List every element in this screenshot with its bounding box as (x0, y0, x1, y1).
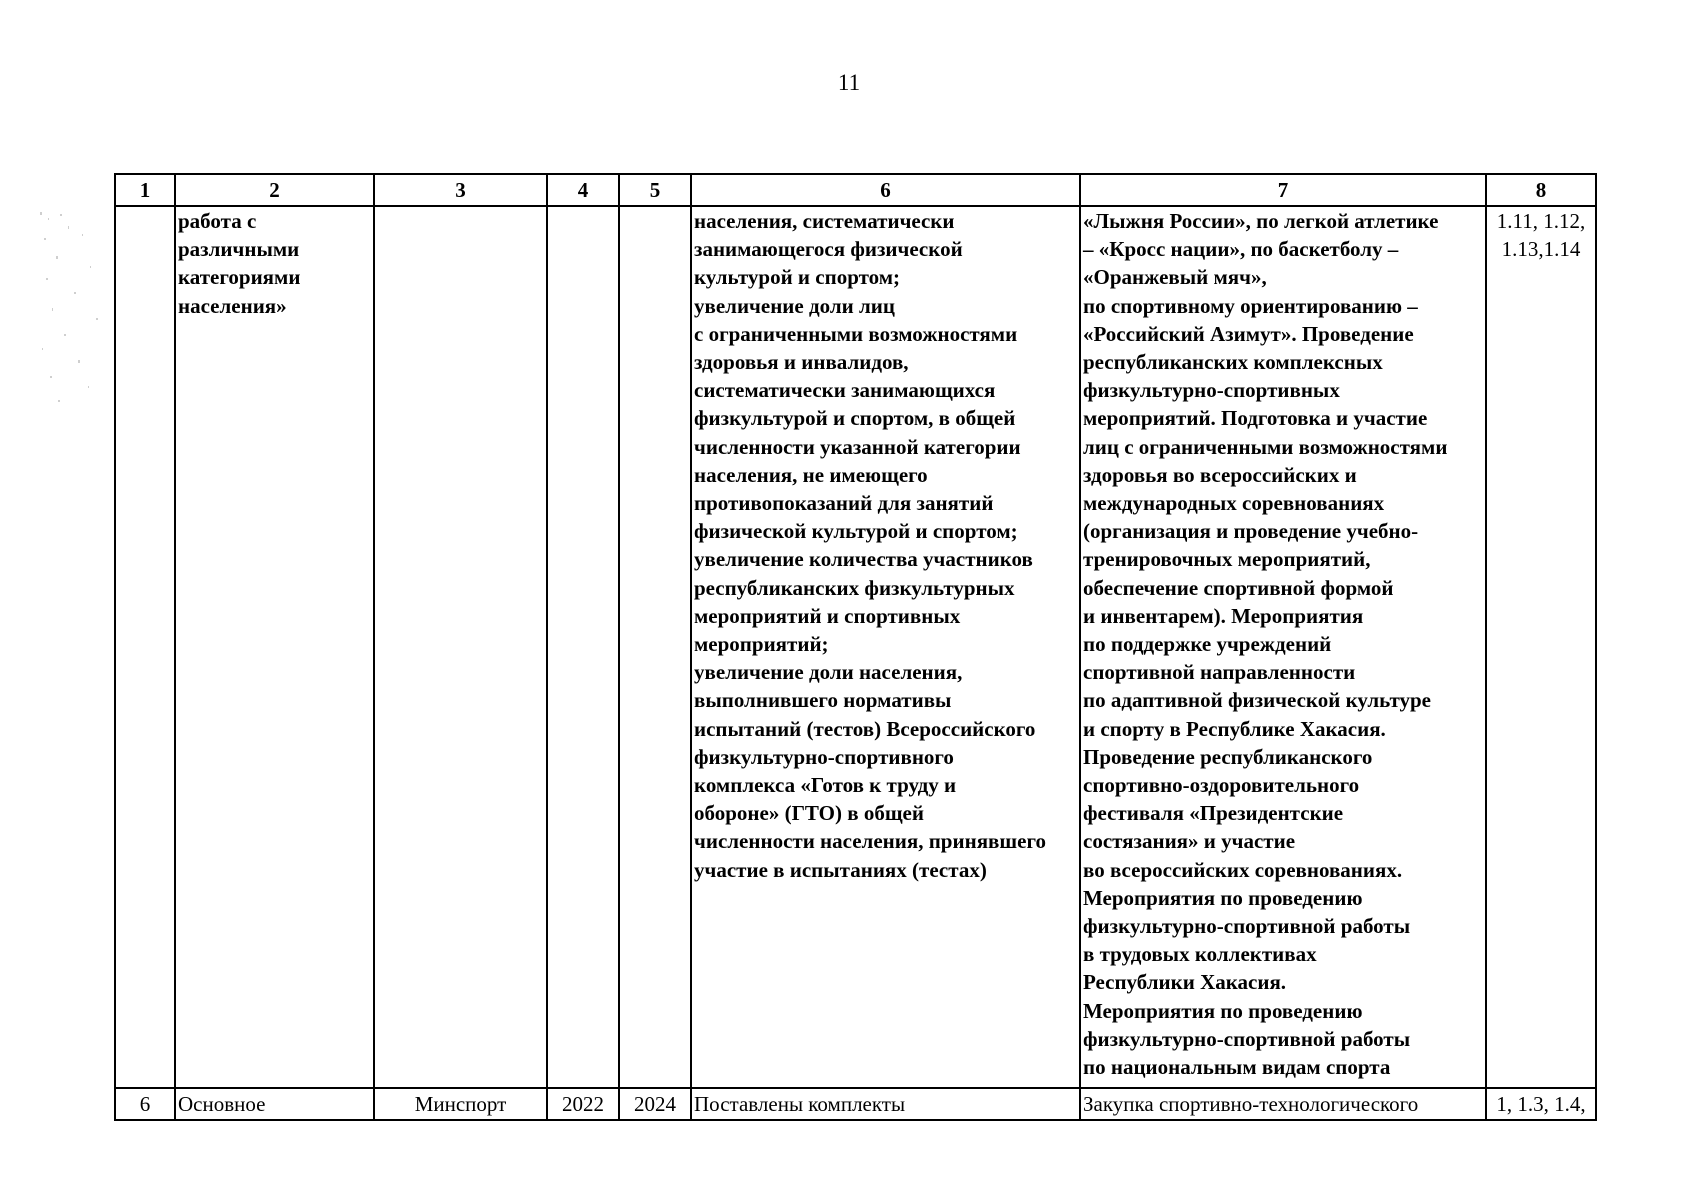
table-row-continued (115, 206, 1596, 1088)
result-line: культурой и спортом; (694, 265, 901, 290)
header-row (115, 174, 1596, 206)
result-line: республиканских физкультурных (694, 575, 1015, 600)
cell-activities (1080, 206, 1486, 1088)
header-col-8: 8 (1486, 174, 1596, 206)
activities-line: (организация и проведение учебно- (1083, 519, 1419, 544)
result-line: комплекса «Готов к труду и (694, 773, 957, 798)
scan-noise (38, 208, 108, 418)
event-name-line: категориями (178, 265, 301, 290)
activities-line: международных соревнованиях (1083, 491, 1385, 516)
activities-line: – «Кросс нации», по баскетболу – (1083, 237, 1399, 262)
cell-number (115, 206, 175, 1088)
result-line: численности населения, принявшего (694, 829, 1046, 854)
event-name-line: населения» (178, 293, 287, 318)
indicator-line: 1.11, 1.12, (1496, 209, 1586, 233)
activities-line: мероприятий. Подготовка и участие (1083, 406, 1428, 431)
activities-line: по адаптивной физической культуре (1083, 688, 1431, 713)
activities-line: Мероприятия по проведению (1083, 885, 1363, 910)
activities-line: и спорту в Республике Хакасия. (1083, 716, 1386, 741)
cell-end-year: 2024 (619, 1088, 691, 1120)
activities-line: в трудовых коллективах (1083, 942, 1317, 967)
cell-indicator-links (1486, 206, 1596, 1088)
result-line: здоровья и инвалидов, (694, 350, 909, 375)
activities-line: физкультурно-спортивных (1083, 378, 1340, 403)
result-line: численности указанной категории (694, 434, 1021, 459)
indicator-line: 1.13,1.14 (1501, 237, 1581, 262)
activities-line: тренировочных мероприятий, (1083, 547, 1371, 572)
result-line: увеличение доли лиц (694, 293, 895, 318)
result-line: увеличение количества участников (694, 547, 1033, 572)
cell-expected-result: Поставлены комплекты (691, 1088, 1080, 1120)
activities-line: состязания» и участие (1083, 829, 1296, 854)
result-line: мероприятий; (694, 632, 829, 657)
activities-line: республиканских комплексных (1083, 350, 1383, 375)
activities-line: по поддержке учреждений (1083, 632, 1332, 657)
activities-line: спортивной направленности (1083, 660, 1356, 685)
result-line: населения, не имеющего (694, 462, 928, 487)
result-line: физкультурно-спортивного (694, 744, 954, 769)
result-line: физической культурой и спортом; (694, 519, 1018, 544)
activities-line: по национальным видам спорта (1083, 1055, 1391, 1080)
header-col-7: 7 (1080, 174, 1486, 206)
activities-line: «Российский Азимут». Проведение (1083, 321, 1414, 346)
activities-line: Республики Хакасия. (1083, 970, 1287, 995)
activities-line: по спортивному ориентированию – (1083, 293, 1418, 318)
activities-line: фестиваля «Президентские (1083, 801, 1344, 826)
result-line: систематически занимающихся (694, 378, 996, 403)
result-line: занимающегося физической (694, 237, 963, 262)
header-col-5: 5 (619, 174, 691, 206)
activities-line: лиц с ограниченными возможностями (1083, 434, 1448, 459)
cell-executor (374, 206, 547, 1088)
activities-line: Мероприятия по проведению (1083, 998, 1363, 1023)
activities-line: Проведение республиканского (1083, 744, 1373, 769)
header-col-3: 3 (374, 174, 547, 206)
page-number: 11 (837, 70, 861, 95)
event-name-line: различными (178, 237, 300, 262)
result-line: мероприятий и спортивных (694, 603, 961, 628)
header-col-1: 1 (115, 174, 175, 206)
activities-line: физкультурно-спортивной работы (1083, 914, 1411, 939)
cell-executor: Минспорт (374, 1088, 547, 1120)
activities-line: спортивно-оздоровительного (1083, 773, 1360, 798)
result-line: участие в испытаниях (тестах) (694, 857, 987, 882)
activities-line: физкультурно-спортивной работы (1083, 1026, 1411, 1051)
cell-end-year (619, 206, 691, 1088)
result-line: противопоказаний для занятий (694, 491, 994, 516)
activities-line: «Оранжевый мяч», (1083, 265, 1267, 290)
cell-expected-result (691, 206, 1080, 1088)
activities-line: во всероссийских соревнованиях. (1083, 857, 1403, 882)
header-col-4: 4 (547, 174, 619, 206)
cell-activities: Закупка спортивно-технологического (1080, 1088, 1486, 1120)
activities-line: здоровья во всероссийских и (1083, 462, 1357, 487)
program-table (114, 173, 1597, 1121)
result-line: населения, систематически (694, 209, 955, 233)
cell-indicator-links: 1, 1.3, 1.4, (1486, 1088, 1596, 1120)
table-row (115, 1088, 1596, 1120)
result-line: испытаний (тестов) Всероссийского (694, 716, 1036, 741)
cell-event-name: Основное (175, 1088, 374, 1120)
cell-event-name (175, 206, 374, 1088)
event-name-line: работа с (178, 209, 257, 233)
cell-start-year: 2022 (547, 1088, 619, 1120)
header-col-2: 2 (175, 174, 374, 206)
activities-line: обеспечение спортивной формой (1083, 575, 1394, 600)
header-col-6: 6 (691, 174, 1080, 206)
cell-start-year (547, 206, 619, 1088)
result-line: выполнившего нормативы (694, 688, 952, 713)
activities-line: и инвентарем). Мероприятия (1083, 603, 1364, 628)
result-line: физкультурой и спортом, в общей (694, 406, 1016, 431)
activities-line: «Лыжня России», по легкой атлетике (1083, 209, 1439, 233)
cell-number: 6 (115, 1088, 175, 1120)
result-line: обороне» (ГТО) в общей (694, 801, 924, 826)
result-line: увеличение доли населения, (694, 660, 963, 685)
result-line: с ограниченными возможностями (694, 321, 1018, 346)
